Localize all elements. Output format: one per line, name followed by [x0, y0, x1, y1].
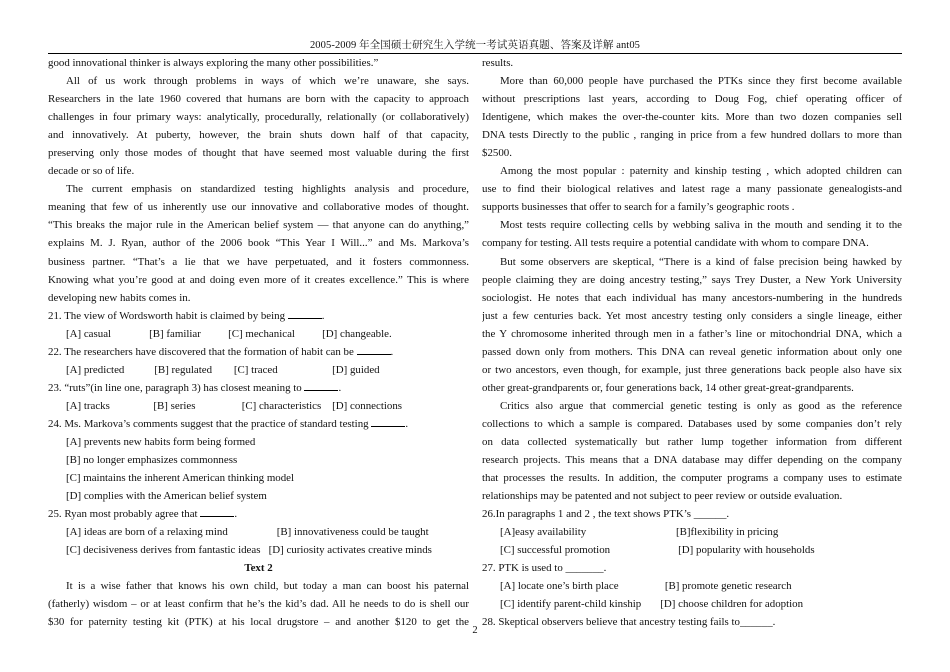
answer-options	[48, 361, 469, 379]
text-line-text: $30 for paternity testing kit (PTK) at his local drugstore – and another $120 to get the	[48, 616, 469, 629]
answer-options-text: [A] predicted [B] regulated [C] traced [D] guided	[66, 363, 380, 376]
question-text: 23. “ruts”(in line one, paragraph 3) has closest meaning to	[48, 381, 305, 394]
answer-blank	[288, 309, 322, 319]
answer-options	[48, 325, 469, 343]
question-text: 25. Ryan most probably agree that	[48, 508, 201, 521]
text-line-text: good innovational thinker is always exploring the many other possibilities.”	[48, 57, 379, 69]
text-line	[482, 379, 902, 397]
text-line-text: explains M. J. Ryan, author of the 2006 book “This Year I Will...” and Ms. Markova’s	[48, 237, 469, 250]
text-line-text: company for testing. All tests require a potential candidate with whom to compare DNA.	[482, 237, 869, 250]
text-line-text: $2500.	[482, 147, 512, 160]
text-line	[482, 343, 902, 361]
paragraph-start-text: All of us work through problems in ways of which we’re unaware, she says.	[66, 75, 469, 88]
text-line	[482, 361, 902, 379]
paragraph-start	[48, 180, 469, 198]
paragraph-start	[482, 72, 902, 90]
text-line	[482, 469, 902, 487]
text-line-text: business partner. “That’s a lie that we have perpetuated, and it fosters commonness.	[48, 255, 469, 268]
text-line	[48, 271, 469, 289]
text-line-text: (fatherly) wisdom – or at least confirm that he’s the kid’s dad. All he needs to do is shell our	[48, 598, 469, 611]
answer-blank	[371, 417, 405, 427]
text-line	[48, 90, 469, 108]
answer-options-text: [B] no longer emphasizes commonness	[66, 454, 238, 467]
text-line	[482, 144, 902, 162]
section-title-text: Text 2	[244, 562, 273, 575]
text-line	[482, 307, 902, 325]
text-line	[482, 180, 902, 198]
text-line-text: passed down only from mothers. This DNA can reveal genetic information about only one	[482, 345, 902, 358]
answer-options	[48, 487, 469, 505]
answer-options-text: [A] tracks [B] series [C] characteristics [D] connections	[66, 399, 402, 412]
text-line-text: or two ancestors, even though, for example, just three generations back people also have six	[482, 363, 902, 376]
text-line-text: challenges in four primary ways: analytically, procedurally, relationally (or collaboratively)	[48, 111, 469, 124]
question-end-punct: .	[338, 381, 342, 394]
text-line-text: “This breaks the major rule in the American belief system — that anyone can do anything,”	[48, 219, 469, 232]
answer-options	[482, 577, 902, 595]
paragraph-start	[48, 72, 469, 90]
text-line	[482, 415, 902, 433]
text-line	[48, 126, 469, 144]
text-line-text: decade or so of life.	[48, 165, 135, 178]
text-line	[482, 433, 902, 451]
answer-options-text: [C] identify parent-child kinship [D] choose children for adoption	[500, 598, 804, 611]
text-line	[482, 54, 902, 72]
answer-options	[482, 541, 902, 559]
answer-options	[482, 595, 902, 613]
question-end-punct: .	[405, 417, 409, 430]
text-line	[48, 216, 469, 234]
text-line-text: just a few centuries back. Yet most ancestry testing only considers a single lineage, either	[482, 309, 902, 322]
paragraph-start	[482, 253, 902, 271]
answer-options-text: [A] prevents new habits form being formed	[66, 435, 256, 448]
left-column	[48, 54, 469, 632]
text-line	[482, 126, 902, 144]
paragraph-start-text: The current emphasis on standardized testing highlights analysis and procedure,	[66, 183, 469, 196]
answer-options	[48, 433, 469, 451]
text-line-text: and innovatively. At puberty, however, the brain shuts down half of that capacity,	[48, 129, 469, 142]
text-line-text: use to find their biological relatives and latest rage a many passionate genealogists-and	[482, 183, 902, 196]
answer-blank	[304, 381, 338, 391]
text-line	[48, 595, 469, 613]
paragraph-start-text: It is a wise father that knows his own child, but today a man can boost his paternal	[66, 580, 469, 593]
text-line	[48, 108, 469, 126]
answer-options	[48, 469, 469, 487]
question-end-punct: .	[390, 345, 394, 358]
text-line	[482, 271, 902, 289]
paragraph-start	[482, 162, 902, 180]
text-line	[482, 325, 902, 343]
text-line	[482, 289, 902, 307]
answer-blank	[357, 345, 391, 355]
text-line	[48, 253, 469, 271]
text-line-text: collections to which a sample is compared. Databases used by some companies don’t rely	[482, 417, 902, 430]
text-line	[48, 54, 469, 72]
answer-options-text: [C] decisiveness derives from fantastic ideas [D] curiosity activates creative minds	[66, 544, 432, 557]
page-header: 2005-2009 年全国硕士研究生入学统一考试英语真题、答案及详解 ant05	[309, 40, 641, 51]
section-title	[48, 559, 469, 577]
text-line	[482, 487, 902, 505]
question-text: 27. PTK is used to _______.	[482, 562, 607, 575]
question-text: 21. The view of Wordsworth habit is claimed by being	[48, 309, 288, 322]
question-end-punct: .	[234, 508, 238, 521]
text-line	[482, 90, 902, 108]
text-line-text: results.	[482, 57, 514, 69]
answer-options	[482, 523, 902, 541]
text-line-text: Identigene, which makes the over-the-counter kits. More than two dozen companies sell	[482, 111, 902, 124]
question	[48, 307, 469, 325]
answer-options	[48, 541, 469, 559]
question	[48, 505, 469, 523]
text-line-text: other great-grandparents or, four generations back, 14 other great-great-grandparents.	[482, 381, 854, 394]
question-text: 28. Skeptical observers believe that ancestry testing fails to______.	[482, 616, 776, 629]
text-line-text: preserving only those modes of thought that have seemed most valuable during the first	[48, 147, 469, 160]
text-line-text: Researchers in the late 1960 covered that humans are born with the capacity to approach	[48, 93, 469, 106]
text-line-text: supports businesses that offer to search for a family’s geographic roots .	[482, 201, 795, 214]
paragraph-start-text: Among the most popular : paternity and kinship testing , which adopted children can	[500, 165, 902, 178]
right-column	[482, 54, 902, 632]
text-line-text: without prescriptions last years, according to Doug Fog, chief operating officer of	[482, 93, 902, 106]
answer-options-text: [C] successful promotion [D] popularity with households	[500, 544, 815, 557]
question	[482, 505, 902, 523]
text-line	[48, 289, 469, 307]
text-line	[482, 234, 902, 252]
question	[48, 415, 469, 433]
text-line-text: Knowing what you’re good at and doing even more of it creates excellence.” This is where	[48, 273, 469, 286]
text-line-text: DNA tests Directly to the public , ranging in price from a few hundred dollars to more than	[482, 129, 902, 142]
answer-options	[48, 451, 469, 469]
text-line-text: on data collected systematically but rather lump together information from different	[482, 435, 902, 448]
text-line-text: developing new habits comes in.	[48, 291, 191, 304]
answer-options-text: [A] casual [B] familiar [C] mechanical [D] changeable.	[66, 327, 392, 340]
text-line	[482, 451, 902, 469]
text-line-text: meaning that few of us inherently use our innovative and collaborative modes of thought.	[48, 201, 469, 214]
question	[48, 343, 469, 361]
paragraph-start	[48, 577, 469, 595]
text-line	[48, 162, 469, 180]
paragraph-start	[482, 397, 902, 415]
paragraph-start-text: Critics also argue that commercial genetic testing is only as good as the reference	[500, 399, 902, 412]
question	[482, 559, 902, 577]
text-line-text: the Y chromosome inherited through men in a father’s line or mitochondrial DNA, which a	[482, 327, 902, 340]
page-number: 2	[472, 625, 478, 636]
answer-options	[48, 523, 469, 541]
text-line	[48, 198, 469, 216]
text-line	[482, 108, 902, 126]
text-line	[482, 198, 902, 216]
text-line-text: research projects. This means that a DNA database may differ depending on the company	[482, 454, 902, 467]
answer-blank	[200, 507, 234, 517]
answer-options-text: [A]easy availability [B]flexibility in pricing	[500, 526, 779, 539]
paragraph-start	[482, 216, 902, 234]
answer-options	[48, 397, 469, 415]
text-line-text: people claiming they are doing ancestry testing,” says Trey Duster, a New York University	[482, 273, 902, 286]
question-text: 24. Ms. Markova’s comments suggest that the practice of standard testing	[48, 417, 372, 430]
text-line	[48, 234, 469, 252]
answer-options-text: [A] locate one’s birth place [B] promote genetic research	[500, 580, 792, 593]
answer-options-text: [A] ideas are born of a relaxing mind [B] innovativeness could be taught	[66, 526, 429, 539]
question-text: 22. The researchers have discovered that the formation of habit can be	[48, 345, 357, 358]
paragraph-start-text: But some observers are skeptical, “There is a kind of false precision being hawked by	[500, 255, 902, 268]
answer-options-text: [C] maintains the inherent American thinking model	[66, 472, 295, 485]
question-end-punct: .	[321, 309, 325, 322]
text-line	[48, 144, 469, 162]
text-line-text: sociologist. He notes that each individual has many ancestors-numbering in the hundreds	[482, 291, 902, 304]
text-line-text: that processes the results. In addition, the computer programs a company uses to estimate	[482, 472, 902, 485]
question-text: 26.In paragraphs 1 and 2 , the text shows PTK’s ______.	[482, 508, 730, 521]
paragraph-start-text: More than 60,000 people have purchased the PTKs since they first become available	[500, 75, 902, 88]
answer-options-text: [D] complies with the American belief system	[66, 490, 267, 503]
question	[48, 379, 469, 397]
text-line-text: relationships may be patented and not subject to peer review or outside evaluation.	[482, 490, 843, 503]
paragraph-start-text: Most tests require collecting cells by webbing saliva in the mouth and sending it to the	[500, 219, 902, 232]
